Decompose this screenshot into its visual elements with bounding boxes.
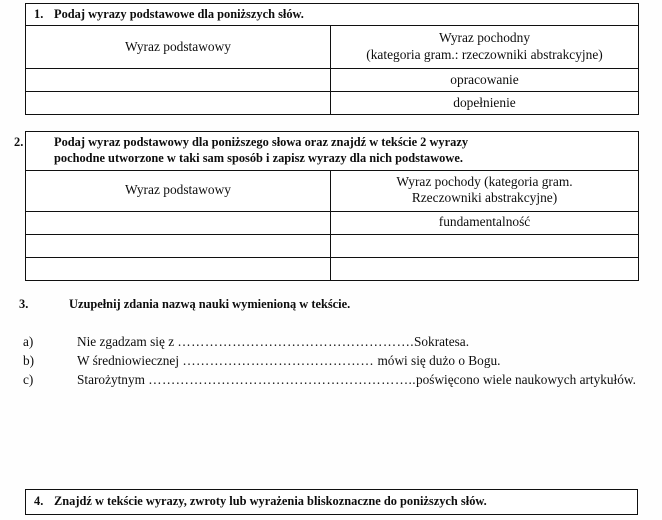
task-3-item-2-before: Starożytnym (77, 371, 149, 387)
task-1-row-0-answer-cell[interactable] (26, 69, 331, 92)
task-1-table (25, 3, 639, 115)
task-3-item-2-blank[interactable]: ………………………………………………….. (148, 371, 416, 387)
table-row (26, 92, 639, 115)
task-3-item-0-marker: a) (23, 334, 34, 350)
task-3-item-1-marker: b) (23, 353, 35, 368)
task-2-row-2-word-cell[interactable] (331, 257, 639, 280)
list-item (25, 352, 638, 371)
task-1-col-header-right (331, 26, 639, 69)
task-2-title-text-line2: pochodne utworzone w taki sam sposób i zapisz wyrazy dla nich podstawowe. (54, 151, 463, 166)
task-2-title-row (26, 132, 639, 171)
table-row (26, 257, 639, 280)
task-1-header-row (26, 26, 639, 69)
task-4-title-row (26, 490, 638, 515)
task-1-title-text: Podaj wyrazy podstawowe dla poniższych słów. (54, 7, 304, 21)
task-2-col-header-right-line2: Rzeczowniki abstrakcyjne) (411, 190, 558, 206)
task-2-number: 2. (14, 135, 24, 149)
task-1-title-cell (26, 4, 639, 26)
task-2-title-line-1 (14, 134, 632, 150)
task-2-title-cell (14, 132, 639, 171)
task-1-col-header-right-line2: (kategoria gram.: rzeczowniki abstrakcyjne) (366, 46, 603, 62)
task-3-item-0-after: Sokratesa. (414, 334, 470, 350)
task-3-list (25, 333, 638, 390)
task-2-col-header-right (331, 170, 639, 211)
task-2-title-line-2 (34, 150, 632, 166)
task-1-col-header-right-line1: Wyraz pochodny (438, 30, 531, 46)
task-2-col-header-right-line1: Wyraz pochody (kategoria gram. (396, 173, 573, 189)
task-2-table (14, 131, 639, 281)
task-3-item-1-before: W średniowiecznej (77, 353, 183, 368)
list-item (25, 333, 638, 352)
task-2-row-1-word-cell[interactable] (331, 234, 639, 257)
task-2-col-header-left: Wyraz podstawowy (26, 170, 331, 211)
task-2-row-0-word-cell: fundamentalność (331, 211, 639, 234)
task-2-title-text-line1: Podaj wyraz podstawowy dla poniższego słowa oraz znajdź w tekście 2 wyrazy (54, 135, 469, 149)
task-1-col-header-left: Wyraz podstawowy (26, 26, 331, 69)
task-3-item-1-after: mówi się dużo o Bogu. (374, 353, 501, 368)
task-3-number: 3. (19, 297, 29, 311)
task-1-row-1-word-cell: dopełnienie (331, 92, 639, 115)
task-3-item-0-before: Nie zgadzam się z (77, 334, 178, 350)
task-1-number: 1. (34, 7, 44, 21)
task-3-item-2-marker: c) (23, 371, 34, 387)
task-1-title-row (26, 4, 639, 26)
task-3-item-0-blank[interactable]: ……………………………………………. (177, 334, 414, 350)
task-2-row-1-answer-cell[interactable] (26, 234, 331, 257)
task-3-item-1-blank[interactable]: …………………………………… (182, 353, 375, 368)
list-item (25, 371, 638, 390)
task-1-row-1-answer-cell[interactable] (26, 92, 331, 115)
table-row (26, 211, 639, 234)
table-row (26, 69, 639, 92)
task-1-row-0-word-cell: opracowanie (331, 69, 639, 92)
task-4-number: 4. (34, 494, 44, 509)
task-4-title-text: Znajdź w tekście wyrazy, zwroty lub wyrażenia bliskoznaczne do poniższych słów. (54, 494, 487, 509)
task-3-title (19, 296, 638, 312)
task-4-title-cell (26, 490, 638, 515)
task-3-title-text: Uzupełnij zdania nazwą nauki wymienioną w tekście. (69, 297, 351, 311)
task-3-item-2-after: poświęcono wiele naukowych artykułów. (415, 371, 636, 387)
task-2-row-0-answer-cell[interactable] (26, 211, 331, 234)
task-2-row-2-answer-cell[interactable] (26, 257, 331, 280)
table-row (26, 234, 639, 257)
task-3-section (19, 296, 638, 390)
task-4-table (25, 489, 638, 515)
task-2-header-row (26, 170, 639, 211)
